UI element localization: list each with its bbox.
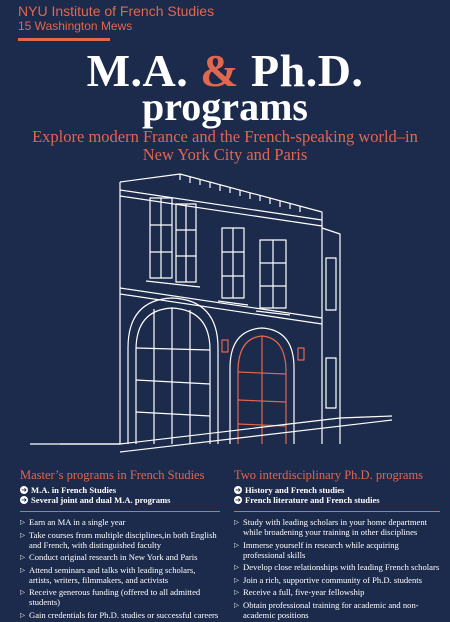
masters-bullet: ▷ Conduct original research in New York and Paris <box>20 552 198 562</box>
masters-divider <box>20 511 220 512</box>
triangle-bullet-icon: ▷ <box>20 518 25 526</box>
building-illustration <box>0 168 450 460</box>
masters-heading: Master’s programs in French Studies <box>20 468 205 482</box>
masters-bullet: ▷ Earn an MA in a single year <box>20 517 126 527</box>
title-phd: Ph.D. <box>251 45 364 96</box>
subtitle: Explore modern France and the French-speaking world–in New York City and Paris <box>32 127 418 164</box>
triangle-bullet-icon: ▷ <box>234 575 239 584</box>
triangle-bullet-icon: ▷ <box>234 588 239 596</box>
institute-name: NYU Institute of French Studies <box>18 3 215 19</box>
arrow-right-circle-icon: ➜ <box>21 496 27 504</box>
arrow-right-circle-icon: ➜ <box>21 486 27 494</box>
masters-bullet: ▷ Receive generous funding (offered to all admitted students) <box>20 587 201 607</box>
triangle-bullet-icon: ▷ <box>20 588 25 596</box>
phd-heading: Two interdisciplinary Ph.D. programs <box>234 468 424 482</box>
phd-program-item: ➜ History and French studies <box>235 485 345 495</box>
phd-bullet: ▷ Receive a full, five-year fellowship <box>234 587 365 597</box>
phd-bullet: ▷ Immerse yourself in research while acquiring professional skills <box>234 539 399 560</box>
masters-column <box>20 468 220 622</box>
phd-column <box>234 468 440 622</box>
triangle-bullet-icon: ▷ <box>234 600 239 609</box>
triangle-bullet-icon: ▷ <box>234 563 239 571</box>
title-ampersand: & <box>200 45 240 96</box>
phd-bullet: ▷ Obtain professional training for academic and non-academic positions <box>234 599 419 620</box>
arrow-right-circle-icon: ➜ <box>235 496 241 504</box>
phd-bullet: ▷ Develop close relationships with leading French scholars <box>234 562 440 572</box>
masters-program-item: ➜ Several joint and dual M.A. programs <box>21 495 171 505</box>
triangle-bullet-icon: ▷ <box>20 565 25 574</box>
institute-address: 15 Washington Mews <box>18 19 133 33</box>
arrow-right-circle-icon: ➜ <box>235 486 241 494</box>
header-rule <box>18 38 110 41</box>
header <box>18 3 214 41</box>
masters-bullet: ▷ Gain credentials for Ph.D. studies or successful careers <box>20 609 219 620</box>
phd-bullet: ▷ Join a rich, supportive community of Ph.D. students <box>234 574 423 585</box>
title-ma: M.A. <box>86 45 189 96</box>
phd-divider <box>234 511 440 512</box>
masters-program-item: ➜ M.A. in French Studies <box>21 485 117 495</box>
phd-bullet: ▷ Study with leading scholars in your home department while broadening your training in other disciplines <box>234 517 428 537</box>
phd-program-item: ➜ French literature and French studies <box>235 495 380 505</box>
triangle-bullet-icon: ▷ <box>20 553 25 561</box>
triangle-bullet-icon: ▷ <box>234 518 239 526</box>
masters-bullet: ▷ Take courses from multiple disciplines,in both English and French, with distinguished faculty <box>20 529 217 550</box>
triangle-bullet-icon: ▷ <box>20 610 25 619</box>
title-programs: programs <box>142 84 308 129</box>
triangle-bullet-icon: ▷ <box>20 530 25 539</box>
masters-bullet: ▷ Attend seminars and talks with leading scholars, artists, writers, filmmakers, and activists <box>20 564 196 585</box>
triangle-bullet-icon: ▷ <box>234 540 239 549</box>
